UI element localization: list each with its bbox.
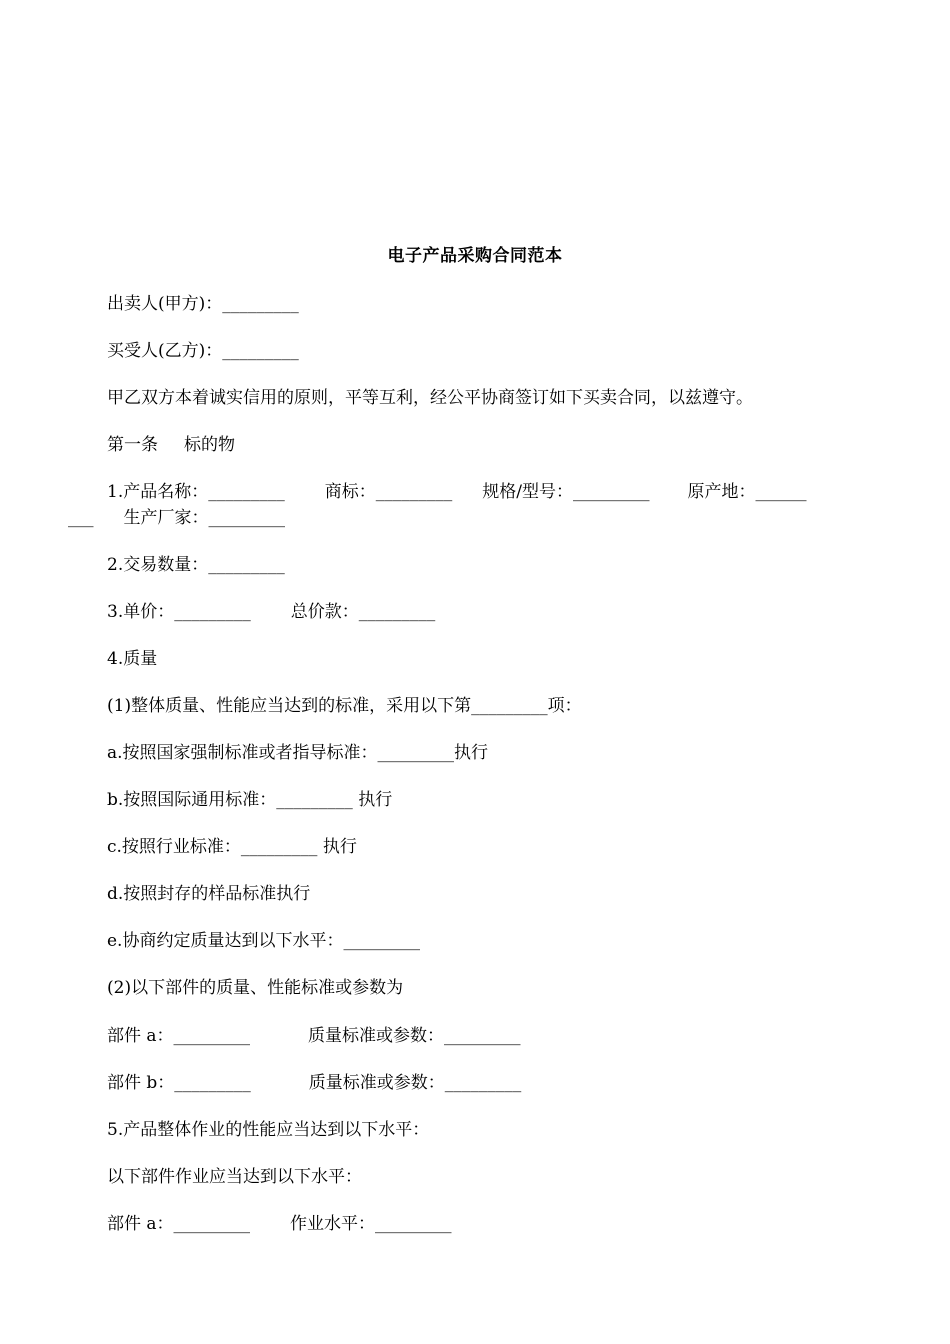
model-field: 规格/型号：_________ [482,482,650,502]
origin-field: 原产地：______ [687,482,807,502]
part-b-quality-line [107,1071,521,1095]
quality-standard-line: (1)整体质量、性能应当达到的标准，采用以下第_________项： [107,696,582,716]
part-a2-field: 部件 a：_________ [107,1214,251,1234]
part-a-performance-line [107,1212,452,1236]
quality-option-e: e.协商约定质量达到以下水平：_________ [107,931,420,951]
total-price-field: 总价款：_________ [290,602,436,622]
article-1-heading [107,433,235,457]
quality-option-a: a.按照国家强制标准或者指导标准：_________执行 [107,743,489,763]
part-a-field: 部件 a：_________ [107,1026,251,1046]
quality-heading: 4.质量 [107,649,158,669]
brand-field: 商标：_________ [324,482,453,502]
part-a2-level-field: 作业水平：_________ [290,1214,452,1234]
document-title: 电子产品采购合同范本 [387,246,563,266]
quality-option-d: d.按照封存的样品标准执行 [107,884,311,904]
quality-option-b: b.按照国际通用标准：_________ 执行 [107,790,393,810]
part-b-standard-field: 质量标准或参数：_________ [308,1073,522,1093]
seller-line: 出卖人(甲方)：_________ [107,294,299,314]
part-a-standard-field: 质量标准或参数：_________ [308,1026,521,1046]
performance-heading: 5.产品整体作业的性能应当达到以下水平： [107,1120,430,1140]
manufacturer-field: 生产厂家：_________ [123,508,285,528]
parts-performance-line: 以下部件作业应当达到以下水平： [107,1167,362,1187]
quantity-line: 2.交易数量：_________ [107,555,285,575]
item-1-continuation [68,506,285,530]
unit-price-field: 3.单价：_________ [107,602,251,622]
origin-field-continuation: ___ [68,508,94,528]
intro-paragraph: 甲乙双方本着诚实信用的原则，平等互利，经公平协商签订如下买卖合同，以兹遵守。 [107,388,753,408]
product-name-field: 1.产品名称：_________ [107,482,285,502]
article-1-title: 标的物 [184,435,235,455]
article-1-label: 第一条 [107,435,158,455]
item-1-line [107,480,806,504]
price-line [107,600,435,624]
part-a-quality-line [107,1024,521,1048]
parts-quality-heading: (2)以下部件的质量、性能标准或参数为 [107,978,404,998]
part-b-field: 部件 b：_________ [107,1073,251,1093]
buyer-line: 买受人(乙方)：_________ [107,341,299,361]
quality-option-c: c.按照行业标准：_________ 执行 [107,837,357,857]
